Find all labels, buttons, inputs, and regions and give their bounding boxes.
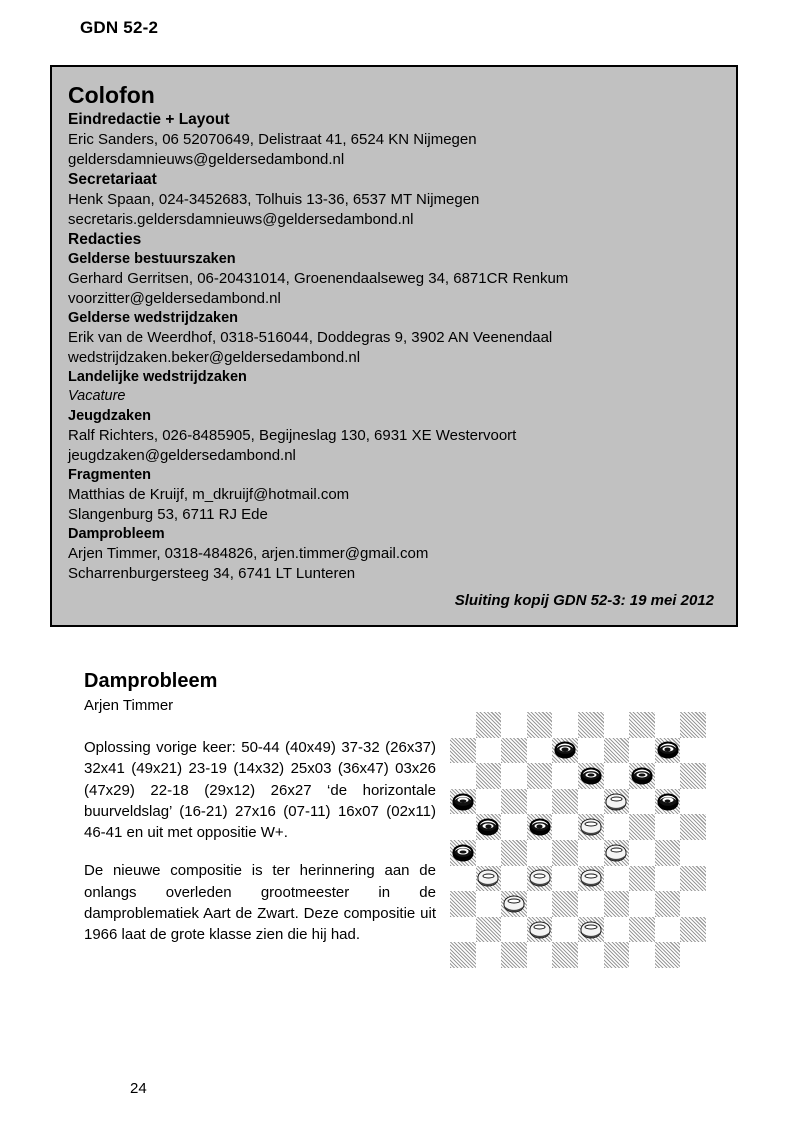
white-piece [606,793,627,810]
board-square-light [501,712,527,738]
board-square-dark [527,814,553,840]
board-square-dark [578,763,604,789]
board-square-dark [655,840,681,866]
board-square-light [680,738,706,764]
damprobleem-text [84,737,436,946]
board-square-dark [629,814,655,840]
board-square-dark [604,789,630,815]
black-piece [657,793,678,810]
black-piece [580,767,601,784]
running-head: GDN 52-2 [80,18,159,37]
board-square-dark [604,738,630,764]
black-piece [657,742,678,759]
colofon-line: jeugdzaken@geldersedambond.nl [68,446,296,464]
board-square-dark [476,814,502,840]
board-square-dark [450,738,476,764]
black-piece [555,742,576,759]
copy-deadline: Sluiting kopij GDN 52-3: 19 mei 2012 [454,592,714,609]
board-square-light [604,917,630,943]
board-square-light [680,942,706,968]
board-square-light [527,840,553,866]
board-square-light [501,866,527,892]
board-square-light [680,840,706,866]
white-piece [580,870,601,887]
damprobleem-paragraph: De nieuwe compositie is ter herinnering aan de onlangs overleden grootmeester in de damproblematiek Aart de Zwart. Deze compositie uit 1966 laat de grote klasse zien die hij had. [84,862,436,944]
board-square-light [476,789,502,815]
board-square-dark [501,738,527,764]
draughts-board [450,712,706,968]
black-piece [529,819,550,836]
board-square-light [501,917,527,943]
board-square-light [476,840,502,866]
board-square-light [629,942,655,968]
board-square-light [578,942,604,968]
board-square-dark [450,891,476,917]
black-piece [478,819,499,836]
board-square-light [680,891,706,917]
board-square-dark [450,840,476,866]
board-square-light [450,763,476,789]
colofon-line: voorzitter@geldersedambond.nl [68,290,281,308]
board-square-light [527,942,553,968]
board-square-dark [680,917,706,943]
board-square-light [629,738,655,764]
colofon-section-heading: Redacties [68,231,142,249]
colofon-line: Matthias de Kruijf, m_dkruijf@hotmail.com [68,485,350,503]
white-piece [529,921,550,938]
board-square-dark [501,942,527,968]
board-square-light [527,738,553,764]
board-square-light [501,814,527,840]
board-square-dark [476,866,502,892]
colofon-line: Scharrenburgersteeg 34, 6741 LT Lunteren [68,564,356,582]
board-square-dark [552,942,578,968]
board-square-dark [527,917,553,943]
board-square-dark [578,712,604,738]
board-square-dark [680,814,706,840]
colofon-line: wedstrijdzaken.beker@geldersedambond.nl [68,349,361,367]
board-square-dark [552,840,578,866]
damprobleem-author: Arjen Timmer [84,697,174,714]
board-square-dark [655,891,681,917]
page-number: 24 [130,1080,147,1097]
colofon-section-heading: Gelderse wedstrijdzaken [68,310,239,327]
board-square-dark [655,789,681,815]
colofon-line: Erik van de Weerdhof, 0318-516044, Doddegras 9, 3902 AN Veenendaal [68,329,553,347]
damprobleem-title: Damprobleem [84,670,218,692]
board-square-light [527,789,553,815]
board-square-light [655,814,681,840]
board-square-dark [629,763,655,789]
board-square-dark [552,789,578,815]
board-square-light [552,814,578,840]
board-square-light [629,891,655,917]
board-square-light [578,840,604,866]
board-square-light [476,942,502,968]
board-square-dark [680,866,706,892]
board-square-light [604,712,630,738]
board-square-light [527,891,553,917]
colofon-section-heading: Landelijke wedstrijdzaken [68,369,247,386]
board-square-light [655,763,681,789]
board-square-light [552,917,578,943]
board-square-dark [680,763,706,789]
white-piece [478,870,499,887]
board-square-light [604,814,630,840]
board-square-light [655,712,681,738]
board-square-dark [578,866,604,892]
board-square-light [450,917,476,943]
board-square-dark [655,738,681,764]
white-piece [580,921,601,938]
board-square-dark [552,738,578,764]
board-square-dark [629,866,655,892]
black-piece [452,793,473,810]
board-square-dark [527,763,553,789]
colofon-section-heading: Damprobleem [68,525,165,542]
board-square-light [501,763,527,789]
colofon-section-heading: Fragmenten [68,466,151,483]
colofon-line-italic: Vacature [68,388,126,405]
board-square-dark [578,917,604,943]
colofon-sections [68,110,736,584]
colofon-line: Arjen Timmer, 0318-484826, arjen.timmer@gmail.com [68,544,429,562]
board-square-dark [629,712,655,738]
board-square-light [604,866,630,892]
board-square-dark [527,712,553,738]
board-square-dark [501,789,527,815]
colofon-section-heading: Gelderse bestuurszaken [68,251,236,268]
colofon-line: secretaris.geldersdamnieuws@geldersedambond.nl [68,211,414,229]
board-square-dark [527,866,553,892]
board-square-light [578,891,604,917]
board-square-dark [604,891,630,917]
board-square-dark [476,763,502,789]
colofon-line: Ralf Richters, 026-8485905, Begijneslag 130, 6931 XE Westervoort [68,426,517,444]
white-piece [503,895,524,912]
colofon-title: Colofon [68,82,155,108]
board-square-light [450,814,476,840]
board-square-dark [604,942,630,968]
board-square-light [552,763,578,789]
colofon-line: geldersdamnieuws@geldersedambond.nl [68,151,345,169]
board-square-dark [629,917,655,943]
white-piece [580,819,601,836]
colofon-section-heading: Secretariaat [68,171,157,189]
board-square-light [604,763,630,789]
board-square-dark [604,840,630,866]
white-piece [606,844,627,861]
board-square-light [450,712,476,738]
board-square-light [629,840,655,866]
board-square-light [655,917,681,943]
board-square-dark [450,789,476,815]
board-square-dark [501,891,527,917]
board-square-light [450,866,476,892]
board-square-light [552,712,578,738]
board-square-light [680,789,706,815]
board-square-light [476,738,502,764]
board-square-light [655,866,681,892]
colofon-line: Henk Spaan, 024-3452683, Tolhuis 13-36, 6537 MT Nijmegen [68,191,480,209]
colofon-line: Eric Sanders, 06 52070649, Delistraat 41, 6524 KN Nijmegen [68,131,477,149]
board-square-light [552,866,578,892]
white-piece [529,870,550,887]
damprobleem-paragraph: Oplossing vorige keer: 50-44 (40x49) 37-32 (26x37) 32x41 (49x21) 23-19 (14x32) 25x03 (36x47) 03x26 (47x29) 22-18 (29x12) 26x27 ‘de horizontale buurveldslag’ (16-21) 27x16 (07-11) 16x07 (02x11) 46-41 en uit met oppositie W+. [84,739,436,842]
board-square-dark [680,712,706,738]
board-square-light [578,738,604,764]
colofon-section-heading: Eindredactie + Layout [68,111,230,129]
board-square-dark [450,942,476,968]
colofon-section-heading: Jeugdzaken [68,407,151,424]
board-square-light [578,789,604,815]
board-square-dark [655,942,681,968]
board-square-dark [578,814,604,840]
board-square-light [476,891,502,917]
board-square-dark [476,917,502,943]
black-piece [452,844,473,861]
colofon-box [50,65,738,627]
board-square-dark [476,712,502,738]
colofon-line: Gerhard Gerritsen, 06-20431014, Groenendaalseweg 34, 6871CR Renkum [68,270,569,288]
board-square-dark [552,891,578,917]
black-piece [631,767,652,784]
board-square-dark [501,840,527,866]
board-square-light [629,789,655,815]
colofon-line: Slangenburg 53, 6711 RJ Ede [68,505,268,523]
